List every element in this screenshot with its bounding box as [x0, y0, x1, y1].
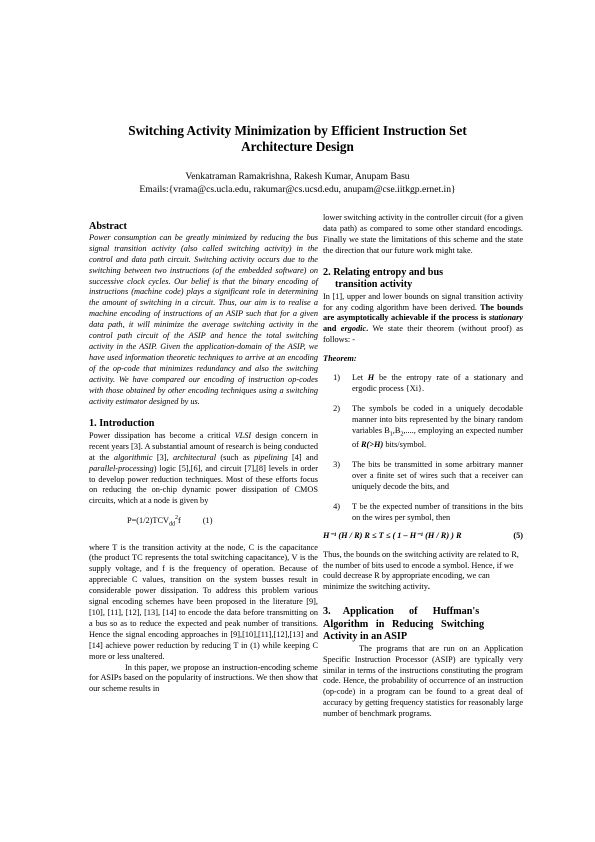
list-item-text-part: bits/symbol. — [383, 440, 427, 450]
list-item-text-part: The symbols be coded in a uniquely decodable manner into bits represented by the binary random variables B — [352, 403, 523, 435]
section-2-heading-line-2: transition activity — [335, 279, 413, 291]
theorem-list — [323, 373, 523, 524]
section-3-paragraph-1: The programs that are run on an Application Specific Instruction Processor (ASIP) are typically very similar in terms of the instructions constituting the program code. Hence, the probability of occurrence of an instruction (op-code) in a program can be found to a great deal of accuracy by getting frequency statistics for reasonably large number of benchmark programs. — [323, 643, 523, 719]
intro-paragraph-3: In this paper, we propose an instruction-encoding scheme for ASIPs based on the popularity of instructions. We then show that our scheme results in — [89, 662, 318, 694]
intro-text: (such as — [216, 452, 254, 462]
intro-text: [3], — [152, 452, 173, 462]
list-item — [323, 502, 523, 524]
section-2-bold-text: . — [366, 324, 369, 334]
intro-text: design concern in recent years [3]. A substantial amount of research is being conducted at the — [89, 430, 318, 462]
section-3-heading-line-1: 3. Application of Huffman's — [323, 606, 480, 618]
intro-term-vlsi: VLSI — [234, 430, 252, 440]
section-2-bold-text: and — [323, 324, 341, 334]
section-2-heading — [323, 267, 523, 292]
list-item-text: T be the expected number of transitions in the bits on the wires per symbol, then — [352, 501, 523, 522]
list-item-text-part: be the entropy rate of a stationary and ergodic process {Xi}. — [352, 373, 523, 393]
section-2-paragraph-1 — [323, 292, 523, 347]
section-2-text: We state their theorem (without proof) as follows: - — [323, 324, 524, 345]
section-2-heading-line-1: 2. Relating entropy and bus — [323, 266, 444, 278]
section-2-bold-text: The bounds are asymptotically achievable if the process is — [323, 302, 523, 323]
symbol-entropy: H — [367, 373, 375, 383]
section-2-term-stationary: stationary — [488, 313, 523, 323]
intro-paragraph-3-continued: lower switching activity in the controller circuit (for a given data path) as compared to some other standard encodings. Finally we state the limitations of this scheme and the state the direction that our future work might take. — [323, 213, 523, 255]
abstract-text: Power consumption can be greatly minimized by reducing the bus signal transition activity (also called switching activity) in the control and data path circuit. Switching activity occurs due to the switching between two instructions (of the embedded software) on successive clock cycles. Our belief is that the binary encoding of instructions (machine code) plays a significant role in determining the amount of switching in a circuit. Thus, our aim is to realise a machine encoding of instructions of an ASIP such that for a given data path, it will minimize the average switching activity in the control path circuit of the ASIP and hence the total switching activity in the ASIP. Given the application-domain of the ASIP, we have used information theoretic techniques to arrive at an encoding of the op-code that minimizes redundancy and also the switching activity. We have compared our encoding of instruction op-codes with those obtained by other encoding techniques using a switching activity estimator designed by us. — [89, 232, 318, 406]
list-item-text-part: ,B — [392, 425, 401, 435]
equation-superscript: 2 — [175, 515, 179, 522]
list-item — [323, 404, 523, 451]
equation-body: P=(1/2)TCV — [127, 516, 170, 526]
bounds-equation — [323, 531, 523, 542]
author-names: Venkatraman Ramakrishna, Rakesh Kumar, Anupam Basu — [185, 171, 410, 182]
equation-tail: f — [178, 516, 181, 526]
intro-term-architectural: architectural — [173, 452, 217, 462]
list-item-text-part: ,...., employing an expected number of — [352, 425, 523, 450]
intro-paragraph-2: where T is the transition activity at the node, C is the capacitance (the product TC represents the total switching capacitance), V is the supply voltage, and f is the frequency of operation. Because of appreciable C values, transition on the system busses result in considerable power dissipation. To address this problem various signal encoding schemes have been proposed in the literature [9], [10], [11], [12], [13], [14] to encode the data before transmitting on a bus so as to reduce the expected and peak number of transitions. Hence the signal encoding approaches in [9],[10],[11],[12],[13] and [14] achieve power reduction by reducing T in (1) while keeping C more or less unaltered. — [89, 542, 318, 661]
list-item-text: The bits be transmitted in some arbitrary manner over a finite set of wires such that a receiver can uniquely decode the bits, and — [352, 460, 523, 491]
list-item-number: 1) — [333, 373, 340, 383]
section-2-paragraph-2 — [323, 550, 523, 594]
list-item-number: 2) — [333, 403, 340, 413]
intro-term-parallel: parallel-processing — [89, 463, 154, 473]
theorem-label: Theorem: — [323, 354, 357, 364]
equation-number: (1) — [202, 516, 213, 526]
equation-5-body: H⁻¹ (H / R) R ≤ T ≤ ( 1 – H⁻¹ (H / R) ) R — [323, 530, 462, 540]
intro-text: [4] and — [287, 452, 318, 462]
list-item — [323, 460, 523, 493]
list-item-text — [350, 404, 523, 451]
list-item-number: 3) — [333, 460, 340, 470]
intro-term-algorithmic: algorithmic — [113, 452, 153, 462]
right-column — [323, 213, 523, 720]
paper-title: Switching Activity Minimization by Efficient Instruction Set Architecture Design — [128, 123, 467, 154]
abstract-heading: Abstract — [89, 221, 127, 232]
section-2-term-ergodic: ergodic — [340, 324, 367, 334]
section-2-text: Thus, the bounds on the switching activity are related to R, the number of bits used to encode a symbol. Hence, if we could decrease R by appropriate encoding, we can minimize the switching activity — [323, 549, 519, 592]
list-item — [323, 373, 523, 395]
section-2-text: In [1], upper and lower bounds on signal transition activity for any coding algorithm have been derived. — [323, 291, 523, 312]
section-2-text: . — [427, 582, 430, 592]
author-emails: Emails:{vrama@cs.ucla.edu, rakumar@cs.ucsd.edu, anupam@cse.iitkgp.ernet.in} — [139, 184, 456, 195]
intro-text: Power dissipation has become a critical — [89, 430, 235, 440]
intro-paragraph-1 — [89, 431, 318, 507]
symbol-rate: R(>H) — [361, 440, 384, 450]
power-equation — [89, 513, 318, 530]
left-column — [89, 222, 318, 695]
subscript: 1 — [389, 431, 393, 438]
section-3-heading — [323, 606, 523, 644]
subscript: 2 — [400, 431, 404, 438]
intro-term-pipelining: pipelining — [253, 452, 288, 462]
equation-5-number: (5) — [513, 530, 523, 540]
list-item-text-part: Let — [352, 373, 368, 383]
author-block — [60, 170, 535, 196]
section-3-heading-line-2: Algorithm in Reducing Switching — [323, 618, 485, 630]
list-item-text — [350, 373, 523, 395]
intro-text: ) logic [5],[6], and circuit [7],[8] levels in order to develop power reduction techniques. Most of these efforts focus on reducing the on-chip dynamic power dissipation of CMOS circuits, which at a node is given by — [89, 463, 318, 506]
list-item-number: 4) — [333, 501, 340, 511]
section-3-heading-line-3: Activity in an ASIP — [323, 631, 408, 643]
equation-subscript: dd — [169, 521, 176, 528]
intro-heading: 1. Introduction — [89, 418, 155, 430]
